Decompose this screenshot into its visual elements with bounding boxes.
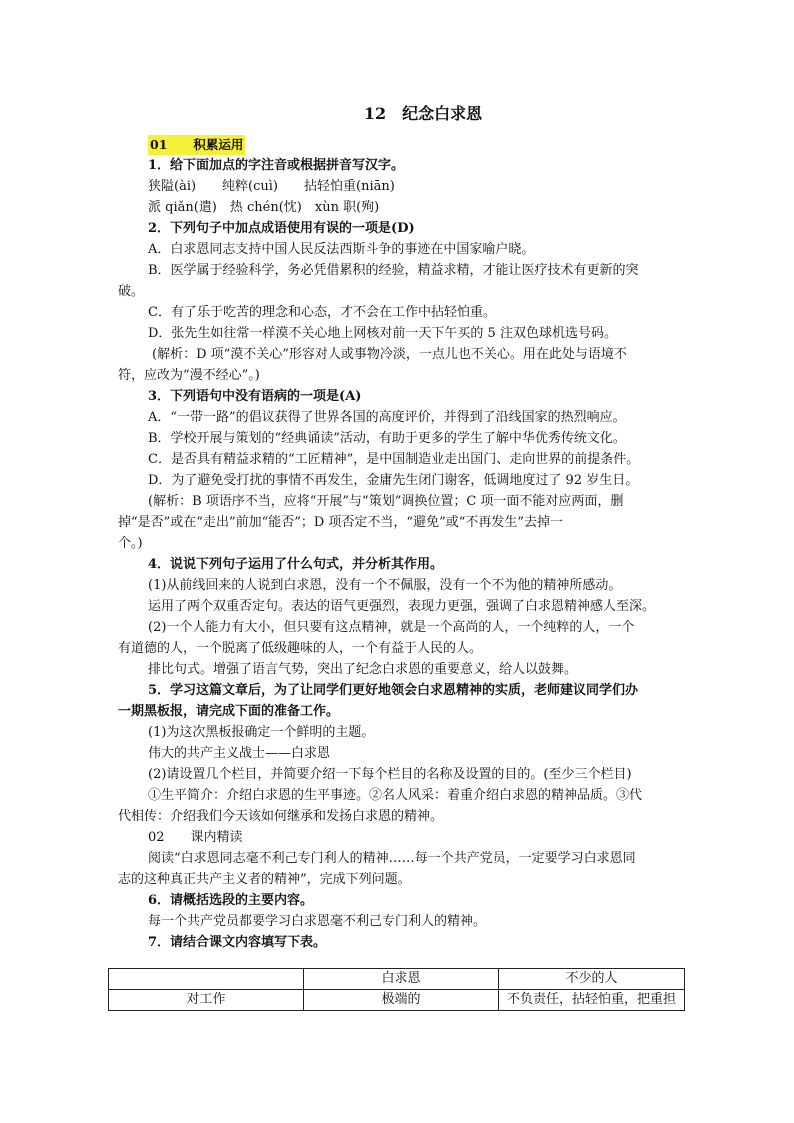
page-title: 12 纪念白求恩 (363, 104, 483, 123)
text-line: B．学校开展与策划的“经典诵读”活动，有助于更多的学生了解中华优秀传统文化。 (148, 431, 626, 446)
text-line: ①生平简介：介绍白求恩的生平事迹。②名人风采：着重介绍白求恩的精神品质。③代 (148, 788, 643, 803)
table-cell: 极端的 (304, 990, 499, 1011)
text-line: 阅读“白求恩同志毫不利己专门利人的精神……每一个共产党员，一定要学习白求恩同 (148, 851, 636, 866)
text-line: A．白求恩同志支持中国人民反法西斯斗争的事迹在中国家喻户晓。 (148, 242, 535, 257)
text-line: 3．下列语句中没有语病的一项是(A) (148, 389, 362, 404)
text-line: 运用了两个双重否定句。表达的语气更强烈，表现力更强，强调了白求恩精神感人至深。 (148, 599, 656, 614)
text-line: (2)一个人能力有大小，但只要有这点精神，就是一个高尚的人，一个纯粹的人，一个 (148, 620, 635, 635)
text-line: C．是否具有精益求精的“工匠精神”，是中国制造业走出国门、走向世界的前提条件。 (148, 452, 640, 467)
table-header-cell: 不少的人 (499, 969, 685, 990)
table-header-cell (109, 969, 304, 990)
section-2-name: 课内精读 (190, 830, 243, 845)
section-2-header (118, 827, 688, 848)
table-header-row (109, 969, 685, 990)
text-line: 狭隘(ài) 纯粹(cuì) 拈轻怕重(niān) (148, 179, 395, 194)
text-line: 2．下列句子中加点成语使用有误的一项是(D) (148, 221, 415, 236)
section-2-body (118, 848, 688, 953)
table-row (109, 990, 685, 1011)
text-line: 排比句式。增强了语言气势，突出了纪念白求恩的重要意义，给人以鼓舞。 (148, 662, 578, 677)
text-line: 符，应改为“漫不经心”。) (118, 368, 260, 383)
text-line: B．医学属于经验科学，务必凭借累积的经验，精益求精，才能让医疗技术有更新的突 (148, 263, 639, 278)
text-line: 5．学习这篇文章后，为了让同学们更好地领会白求恩精神的实质，老师建议同学们办 (148, 683, 639, 698)
text-line: (1)从前线回来的人说到白求恩，没有一个不佩服，没有一个不为他的精神所感动。 (148, 578, 622, 593)
text-line: 伟大的共产主义战士——白求恩 (148, 746, 331, 761)
text-line: 6．请概括选段的主要内容。 (148, 893, 314, 908)
worksheet (118, 100, 688, 953)
section-1-number: 01 (150, 137, 168, 152)
text-line: (解析：D 项“漠不关心”形容对人或事物冷淡，一点儿也不关心。用在此处与语境不 (152, 347, 627, 362)
text-line: A．“一带一路”的倡议获得了世界各国的高度评价，并得到了沿线国家的热烈响应。 (148, 410, 626, 425)
text-line: 派 qiǎn(遣) 热 chén(忱) xùn 职(殉) (148, 200, 380, 215)
text-line: 个。) (118, 536, 143, 551)
text-line: 代相传：介绍我们今天该如何继承和发扬白求恩的精神。 (118, 809, 444, 824)
text-line: D．为了避免受打扰的事情不再发生，金庸先生闭门谢客，低调地度过了 92 岁生日。 (148, 473, 639, 488)
text-line: (2)请设置几个栏目，并简要介绍一下每个栏目的名称及设置的目的。(至少三个栏目) (148, 767, 632, 782)
table-cell: 不负责任，拈轻怕重，把重担 (499, 990, 685, 1011)
table-header-cell: 白求恩 (304, 969, 499, 990)
text-line: (解析：B 项语序不当，应将“开展”与“策划”调换位置；C 项一面不能对应两面，删 (148, 494, 624, 509)
text-line: 7．请结合课文内容填写下表。 (148, 935, 327, 950)
text-line: 一期黑板报，请完成下面的准备工作。 (118, 704, 340, 719)
section-1-name: 积累运用 (193, 137, 244, 152)
text-line: 掉“是否”或在“走出”前加“能否”；D 项否定不当，“避免”或“不再发生”去掉一 (118, 515, 564, 530)
text-line: 1．给下面加点的字注音或根据拼音写汉字。 (148, 158, 405, 173)
section-2-number: 02 (148, 830, 165, 845)
text-line: C．有了乐于吃苦的理念和心态，才不会在工作中拈轻怕重。 (148, 305, 496, 320)
text-line: 志的这种真正共产主义者的精神”，完成下列问题。 (118, 872, 411, 887)
text-line: 破。 (118, 284, 145, 299)
text-line: (1)为这次黑板报确定一个鲜明的主题。 (148, 725, 375, 740)
table-cell: 对工作 (109, 990, 304, 1011)
text-line: 4．说说下列句子运用了什么句式，并分析其作用。 (148, 557, 444, 572)
section-1-label (148, 135, 245, 155)
section-1-body (118, 155, 688, 827)
text-line: 每一个共产党员都要学习白求恩毫不利己专门利人的精神。 (148, 914, 487, 929)
comparison-table (108, 968, 685, 1011)
text-line: D．张先生如往常一样漠不关心地上网核对前一天下午买的 5 注双色球机选号码。 (148, 326, 617, 341)
section-1-header (118, 134, 688, 155)
text-line: 有道德的人，一个脱离了低级趣味的人，一个有益于人民的人。 (118, 641, 483, 656)
